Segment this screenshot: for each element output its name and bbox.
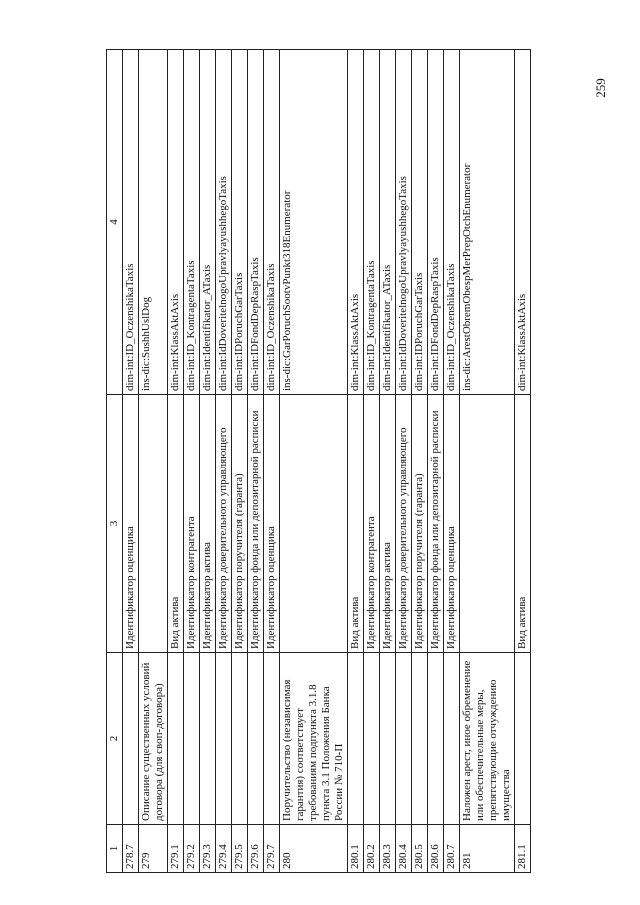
field-name-cell: Идентификатор актива (380, 395, 396, 653)
row-number-cell: 279.1 (168, 825, 184, 873)
field-name-cell: Идентификатор доверительного управляющего (216, 395, 232, 653)
field-name-cell: Идентификатор поручителя (гаранта) (412, 395, 428, 653)
row-number-cell: 278.7 (123, 825, 139, 873)
field-name-cell: Идентификатор контрагента (184, 395, 200, 653)
page-number: 259 (592, 78, 608, 98)
table-row (428, 50, 444, 873)
table-body (123, 50, 531, 873)
table-row (232, 50, 248, 873)
item-description-cell (396, 653, 412, 825)
table-row (444, 50, 460, 873)
row-number-cell: 280 (280, 825, 348, 873)
code-cell: dim-int:KlassAktAxis (515, 50, 531, 395)
row-number-cell: 280.1 (348, 825, 364, 873)
code-cell: ins-dic:GarPoruchSootvPunkt318Enumerator (280, 50, 348, 395)
code-cell: ins-dic:ArestObremObespMerPrepOtchEnumerator (460, 50, 515, 395)
field-name-cell (139, 395, 168, 653)
table-row (264, 50, 280, 873)
data-table (106, 49, 531, 873)
item-description-cell (200, 653, 216, 825)
row-number-cell: 279.2 (184, 825, 200, 873)
item-description-cell (184, 653, 200, 825)
table-row (123, 50, 139, 873)
field-name-cell: Идентификатор оценщика (444, 395, 460, 653)
item-description-cell (123, 653, 139, 825)
field-name-cell: Вид актива (348, 395, 364, 653)
table-row (280, 50, 348, 873)
table-row (216, 50, 232, 873)
rotated-table-container (106, 50, 581, 873)
table-row (184, 50, 200, 873)
table-row (168, 50, 184, 873)
item-description-cell (168, 653, 184, 825)
item-description-cell (364, 653, 380, 825)
code-cell: dim-int:ID_KontragentaTaxis (184, 50, 200, 395)
item-description-cell: Поручительство (независимая гарантия) соответствует требованиям подпункта 3.1.8 пункта 3.1 Положения Банка России № 710-П (280, 653, 348, 825)
code-cell: dim-int:IDPoruchGarTaxis (232, 50, 248, 395)
code-cell: dim-int:IDPoruchGarTaxis (412, 50, 428, 395)
field-name-cell: Идентификатор контрагента (364, 395, 380, 653)
table-row (412, 50, 428, 873)
field-name-cell: Идентификатор доверительного управляющего (396, 395, 412, 653)
header-cell: 2 (107, 653, 123, 825)
row-number-cell: 279 (139, 825, 168, 873)
table-row (396, 50, 412, 873)
field-name-cell: Идентификатор оценщика (264, 395, 280, 653)
table-row (364, 50, 380, 873)
field-name-cell: Вид актива (515, 395, 531, 653)
row-number-cell: 280.6 (428, 825, 444, 873)
item-description-cell (428, 653, 444, 825)
item-description-cell (216, 653, 232, 825)
row-number-cell: 279.3 (200, 825, 216, 873)
item-description-cell (248, 653, 264, 825)
table-row (248, 50, 264, 873)
table-row (460, 50, 515, 873)
code-cell: dim-int:ID_OczenshikaTaxis (264, 50, 280, 395)
row-number-cell: 280.2 (364, 825, 380, 873)
item-description-cell (412, 653, 428, 825)
code-cell: dim-int:ID_OczenshikaTaxis (123, 50, 139, 395)
row-number-cell: 279.7 (264, 825, 280, 873)
row-number-cell: 281.1 (515, 825, 531, 873)
table-row (515, 50, 531, 873)
field-name-cell (460, 395, 515, 653)
code-cell: dim-int:IDFondDepRaspTaxis (428, 50, 444, 395)
header-cell: 1 (107, 825, 123, 873)
table-row (348, 50, 364, 873)
field-name-cell: Идентификатор фонда или депозитарной расписки (428, 395, 444, 653)
code-cell: dim-int:KlassAktAxis (348, 50, 364, 395)
item-description-cell (348, 653, 364, 825)
table-row (139, 50, 168, 873)
row-number-cell: 280.3 (380, 825, 396, 873)
row-number-cell: 280.7 (444, 825, 460, 873)
field-name-cell: Идентификатор оценщика (123, 395, 139, 653)
code-cell: dim-int:Identifikator_ATaxis (200, 50, 216, 395)
row-number-cell: 279.6 (248, 825, 264, 873)
code-cell: dim-int:ID_OczenshikaTaxis (444, 50, 460, 395)
row-number-cell: 280.4 (396, 825, 412, 873)
row-number-cell: 281 (460, 825, 515, 873)
field-name-cell: Идентификатор фонда или депозитарной расписки (248, 395, 264, 653)
code-cell: dim-int:IdDoveritelnogoUpravlyayushhegoTaxis (396, 50, 412, 395)
item-description-cell (232, 653, 248, 825)
code-cell: dim-int:IdDoveritelnogoUpravlyayushhegoTaxis (216, 50, 232, 395)
item-description-cell (515, 653, 531, 825)
code-cell: dim-int:ID_KontragentaTaxis (364, 50, 380, 395)
code-cell: dim-int:IDFondDepRaspTaxis (248, 50, 264, 395)
item-description-cell (444, 653, 460, 825)
field-name-cell (280, 395, 348, 653)
field-name-cell: Идентификатор поручителя (гаранта) (232, 395, 248, 653)
row-number-cell: 279.5 (232, 825, 248, 873)
field-name-cell: Вид актива (168, 395, 184, 653)
code-cell: ins-dic:SushhUslDog (139, 50, 168, 395)
row-number-cell: 279.4 (216, 825, 232, 873)
field-name-cell: Идентификатор актива (200, 395, 216, 653)
header-cell: 4 (107, 50, 123, 395)
table-row (200, 50, 216, 873)
header-row (107, 50, 123, 873)
row-number-cell: 280.5 (412, 825, 428, 873)
item-description-cell (380, 653, 396, 825)
table-row (380, 50, 396, 873)
code-cell: dim-int:KlassAktAxis (168, 50, 184, 395)
item-description-cell: Описание существенных условий договора (для своп-договора) (139, 653, 168, 825)
item-description-cell (264, 653, 280, 825)
header-cell: 3 (107, 395, 123, 653)
code-cell: dim-int:Identifikator_ATaxis (380, 50, 396, 395)
item-description-cell: Наложен арест, иное обременение или обеспечительные меры, препятствующие отчуждению имущества (460, 653, 515, 825)
